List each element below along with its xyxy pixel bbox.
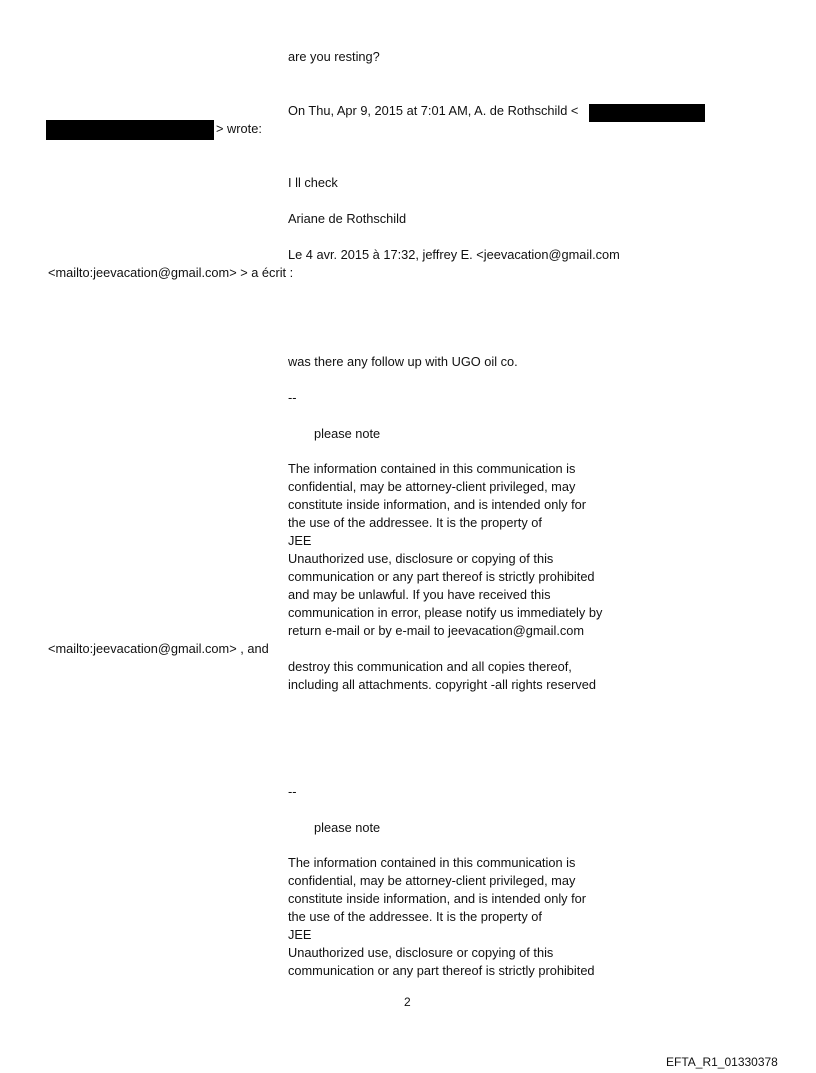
line-mailto-2: <mailto:jeevacation@gmail.com> , and bbox=[48, 641, 269, 656]
disclaimer-1 bbox=[288, 460, 602, 640]
line-wrote: > wrote: bbox=[216, 121, 262, 136]
please-note-2: please note bbox=[314, 820, 381, 835]
line-ill-check: I ll check bbox=[288, 175, 338, 190]
disclaimer-line: destroy this communication and all copies thereof, bbox=[288, 659, 572, 674]
disclaimer-line: return e-mail or by e-mail to jeevacation@gmail.com bbox=[288, 623, 585, 638]
disclaimer-2 bbox=[288, 854, 595, 980]
disclaimer-line: Unauthorized use, disclosure or copying of this bbox=[288, 551, 554, 566]
disclaimer-line: communication or any part thereof is strictly prohibited bbox=[288, 569, 595, 584]
please-note-1: please note bbox=[314, 426, 381, 441]
disclaimer-line: communication in error, please notify us immediately by bbox=[288, 605, 603, 620]
line-le-4-avr: Le 4 avr. 2015 à 17:32, jeffrey E. <jeevacation@gmail.com bbox=[288, 247, 620, 262]
disclaimer-line: constitute inside information, and is intended only for bbox=[288, 891, 587, 906]
line-ariane-signature: Ariane de Rothschild bbox=[288, 211, 407, 226]
redaction-box bbox=[589, 104, 705, 122]
disclaimer-line: confidential, may be attorney-client privileged, may bbox=[288, 873, 576, 888]
disclaimer-line: including all attachments. copyright -all rights reserved bbox=[288, 677, 596, 692]
separator-dash-1: -- bbox=[288, 390, 297, 405]
disclaimer-line: communication or any part thereof is strictly prohibited bbox=[288, 963, 595, 978]
disclaimer-line: JEE bbox=[288, 927, 312, 942]
page-number: 2 bbox=[404, 995, 411, 1009]
line-follow-up: was there any follow up with UGO oil co. bbox=[288, 354, 518, 369]
redaction-box bbox=[46, 120, 214, 140]
line-mailto-1: <mailto:jeevacation@gmail.com> > a écrit : bbox=[48, 265, 294, 280]
document-id-footer: EFTA_R1_01330378 bbox=[666, 1055, 778, 1069]
disclaimer-line: the use of the addressee. It is the property of bbox=[288, 909, 542, 924]
disclaimer-line: The information contained in this communication is bbox=[288, 855, 576, 870]
disclaimer-line: The information contained in this communication is bbox=[288, 461, 576, 476]
disclaimer-1-tail bbox=[288, 658, 596, 694]
disclaimer-line: confidential, may be attorney-client privileged, may bbox=[288, 479, 576, 494]
disclaimer-line: Unauthorized use, disclosure or copying of this bbox=[288, 945, 554, 960]
disclaimer-line: constitute inside information, and is intended only for bbox=[288, 497, 587, 512]
line-resting: are you resting? bbox=[288, 49, 380, 64]
disclaimer-line: the use of the addressee. It is the property of bbox=[288, 515, 542, 530]
disclaimer-line: and may be unlawful. If you have received this bbox=[288, 587, 551, 602]
line-on-thu: On Thu, Apr 9, 2015 at 7:01 AM, A. de Rothschild < bbox=[288, 103, 579, 118]
disclaimer-line: JEE bbox=[288, 533, 312, 548]
separator-dash-2: -- bbox=[288, 784, 297, 799]
